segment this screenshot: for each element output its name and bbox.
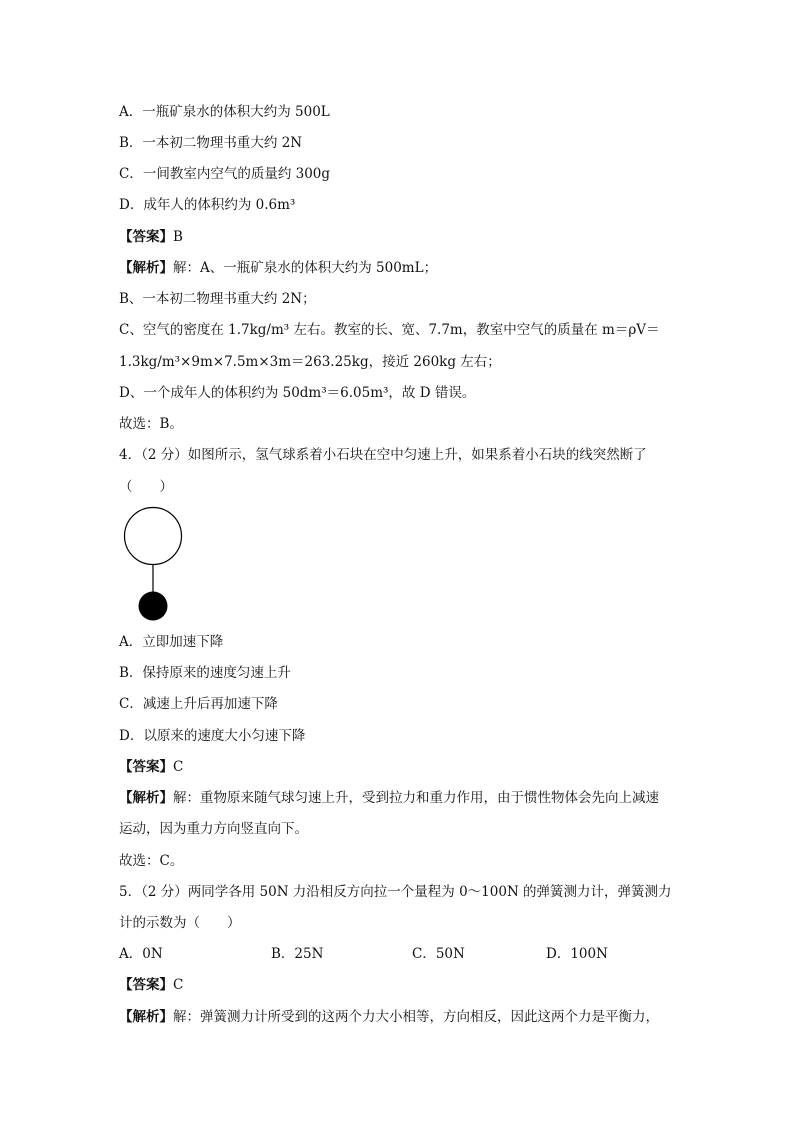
q5-option-d: D．100N	[546, 946, 608, 962]
analysis-label: 【解析】	[119, 260, 173, 276]
balloon-circle	[125, 508, 182, 565]
q5-option-a: A．0N	[119, 946, 163, 962]
analysis-text: 解：重物原来随气球匀速上升，受到拉力和重力作用，由于惯性物体会先向上减速	[173, 790, 659, 806]
stone-circle	[139, 592, 168, 621]
q5-stem-line-1: 5．（2 分）两同学各用 50N 力沿相反方向拉一个量程为 0～100N 的弹簧测力计，弹簧测力	[119, 884, 672, 900]
q4-option-d: D．以原来的速度大小匀速下降	[119, 728, 306, 744]
q5-stem-line-2: 计的示数为（ ）	[119, 915, 241, 931]
answer-label: 【答案】	[119, 229, 173, 245]
q4-answer	[119, 757, 183, 777]
answer-value: C	[173, 977, 184, 993]
answer-label: 【答案】	[119, 977, 173, 993]
q5-options-row	[119, 944, 719, 964]
analysis-text: 解：弹簧测力计所受到的这两个力大小相等，方向相反，因此这两个力是平衡力，	[173, 1009, 659, 1025]
answer-label: 【答案】	[119, 759, 173, 775]
q5-option-b: B．25N	[271, 946, 324, 962]
q4-option-c: C．减速上升后再加速下降	[119, 696, 278, 712]
q3-answer	[119, 227, 183, 247]
q4-choice: 故选：C。	[119, 853, 184, 869]
q4-analysis-line-2: 运动，因为重力方向竖直向下。	[119, 821, 308, 837]
q4-option-b: B．保持原来的速度匀速上升	[119, 665, 291, 681]
answer-value: C	[173, 759, 184, 775]
q3-analysis-line-1	[119, 258, 437, 278]
balloon-stone-figure	[120, 503, 186, 625]
q3-analysis-line-3: C、空气的密度在 1.7kg/m³ 左右。教室的长、宽、7.7m，教室中空气的质量在 m＝ρV＝	[119, 322, 660, 338]
q5-answer	[119, 975, 183, 995]
analysis-text: 解：A、一瓶矿泉水的体积大约为 500mL；	[173, 260, 438, 276]
q3-option-d: D．成年人的体积约为 0.6m³	[119, 197, 296, 213]
q3-analysis-line-5: D、一个成年人的体积约为 50dm³＝6.05m³，故 D 错误。	[119, 385, 476, 401]
q3-option-a: A．一瓶矿泉水的体积大约为 500L	[119, 104, 330, 120]
q5-option-c: C．50N	[412, 946, 465, 962]
q3-analysis-line-2: B、一本初二物理书重大约 2N；	[119, 291, 316, 307]
q3-choice: 故选：B。	[119, 416, 183, 432]
q5-analysis-line-1	[119, 1007, 659, 1027]
analysis-label: 【解析】	[119, 790, 173, 806]
analysis-label: 【解析】	[119, 1009, 173, 1025]
q4-blank: （ ）	[119, 479, 173, 495]
q3-option-c: C．一间教室内空气的质量约 300g	[119, 166, 331, 182]
q3-analysis-line-4: 1.3kg/m³×9m×7.5m×3m＝263.25kg，接近 260kg 左右；	[119, 354, 501, 370]
answer-value: B	[173, 229, 183, 245]
q4-stem: 4．（2 分）如图所示，氢气球系着小石块在空中匀速上升，如果系着小石块的线突然断了	[119, 447, 647, 463]
q4-option-a: A．立即加速下降	[119, 634, 224, 650]
q3-option-b: B．一本初二物理书重大约 2N	[119, 135, 303, 151]
q4-analysis-line-1	[119, 788, 659, 808]
